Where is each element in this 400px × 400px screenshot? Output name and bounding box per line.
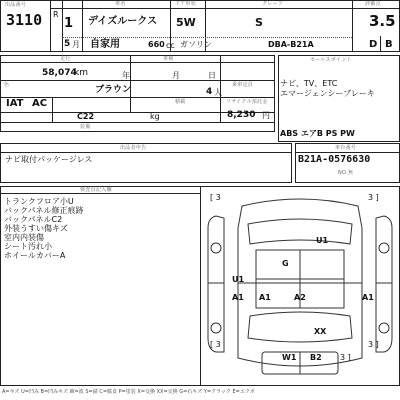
- equipment: ABS エアB PS PW: [280, 129, 355, 138]
- car-diagram: [202, 188, 398, 384]
- specs-frame: [0, 55, 275, 132]
- grade-caption: グレード: [262, 1, 284, 7]
- damage-mark-a1-left: A1: [232, 293, 244, 302]
- damage-mark-b2: B2: [310, 353, 322, 362]
- load-caption: 積載: [175, 99, 186, 105]
- interior-score: D: [369, 39, 378, 50]
- car-name: デイズルークス: [88, 16, 158, 27]
- door-value: 5W: [176, 16, 196, 29]
- chassis-number: B21A-0576630: [298, 154, 371, 165]
- sales-point: エマージェンシーブレーキ: [280, 89, 375, 98]
- car-name-caption: 車名: [115, 1, 126, 7]
- divider: [50, 8, 400, 9]
- shift: IAT: [6, 98, 24, 109]
- mark-bracket-left-bottom: [ 3: [210, 340, 221, 349]
- damage-mark-g: G: [282, 259, 289, 268]
- inspection-note: バックパネル修正痕跡: [4, 206, 84, 215]
- chassis-caption: 車台番号: [335, 145, 357, 151]
- equipment-caption: 装備: [80, 124, 91, 130]
- divider: [130, 55, 131, 112]
- color: ブラウン: [95, 85, 132, 95]
- lot-caption: 出品番号: [5, 2, 27, 8]
- chassis-sub: NO.無: [338, 170, 354, 176]
- lot-number: 3110: [6, 11, 43, 29]
- damage-mark-a1-right: A1: [362, 293, 374, 302]
- inspection-notes: [4, 197, 194, 260]
- seating: 4: [206, 87, 213, 97]
- mileage-caption: 走行: [60, 56, 71, 62]
- mark-bracket-right-bottom: 3 ]: [368, 340, 379, 349]
- displacement: 660: [148, 40, 165, 49]
- recycle: 8,230: [227, 110, 256, 120]
- score: 3.5: [369, 12, 396, 30]
- mileage: 58,074: [42, 68, 77, 78]
- model-code: DBA-B21A: [268, 40, 314, 49]
- divider: [52, 97, 53, 122]
- inspection-caption: 車検: [163, 56, 174, 62]
- fuel: ガソリン: [180, 40, 212, 49]
- registration-caption: R: [53, 10, 59, 19]
- inspection-note: トランクフロア小U: [4, 197, 74, 206]
- color-code: C22: [77, 112, 95, 121]
- exterior-score: B: [385, 39, 393, 50]
- inspection-note: ホイールカバーA: [4, 251, 66, 260]
- month-value: 5: [64, 39, 71, 49]
- recycle-unit: 円: [262, 111, 270, 120]
- seating-caption: 乗車定員: [232, 82, 254, 88]
- divider: [380, 36, 381, 52]
- inspection-notes-caption: 検査員記入欄: [80, 187, 112, 193]
- inspection-note: 外装うすい傷キズ: [4, 224, 68, 233]
- usage: 自家用: [90, 39, 120, 50]
- mark-bracket-left-top: [ 3: [210, 193, 221, 202]
- load-unit: kg: [150, 112, 160, 121]
- divider: [0, 193, 200, 194]
- inspection-day-unit: 日: [208, 71, 216, 80]
- door-caption: ドア形状: [175, 1, 197, 7]
- grade-value: S: [255, 16, 263, 29]
- damage-mark-u1: U1: [316, 236, 329, 245]
- divider: [200, 186, 201, 386]
- mark-bracket-right-top: 3 ]: [368, 193, 379, 202]
- divider: [0, 80, 275, 81]
- nav-note: ナビ取付パッケージレス: [5, 155, 93, 164]
- recycle-caption: リサイクル預託金: [226, 99, 268, 105]
- sales-point: ナビ、TV、ETC: [280, 79, 338, 88]
- divider: [0, 62, 275, 63]
- seating-unit: 人: [214, 88, 222, 97]
- damage-legend: A=キズ U=凹み B=凹みキズ W=波 S=錆 C=腐食 P=塗装 X=交換 XX=交換 G=石キズ Y=クラック E=エクボ: [2, 389, 255, 395]
- inspection-year-unit: 年: [122, 71, 130, 80]
- damage-mark-a2: A2: [294, 293, 306, 302]
- month-unit: 月: [72, 40, 80, 49]
- ac: AC: [32, 98, 48, 109]
- divider: [295, 152, 400, 153]
- mileage-unit: km: [74, 68, 88, 78]
- inspection-month-unit: 月: [172, 71, 180, 80]
- inspection-note: バックパネルC2: [4, 215, 63, 224]
- damage-mark-xx: XX: [314, 327, 327, 336]
- nav-caption: 出品者申告: [120, 145, 147, 151]
- color-caption: 色: [4, 82, 10, 88]
- damage-mark-u1-left: U1: [232, 275, 245, 284]
- score-caption: 評価点: [365, 1, 381, 7]
- divider: [0, 122, 275, 123]
- damage-mark-w1: W1: [282, 353, 297, 362]
- inspection-note: 室内内装傷: [4, 233, 44, 242]
- divider: [0, 152, 292, 153]
- divider: [62, 37, 352, 38]
- damage-mark-a1-mid: A1: [259, 293, 271, 302]
- registration-value: 1: [64, 16, 74, 31]
- inspection-note: シート汚れ小: [4, 242, 52, 251]
- sales-caption: セールスポイント: [310, 57, 352, 63]
- mark-bracket-bottom: 3 ]: [340, 353, 351, 362]
- displacement-unit: cc: [166, 41, 175, 50]
